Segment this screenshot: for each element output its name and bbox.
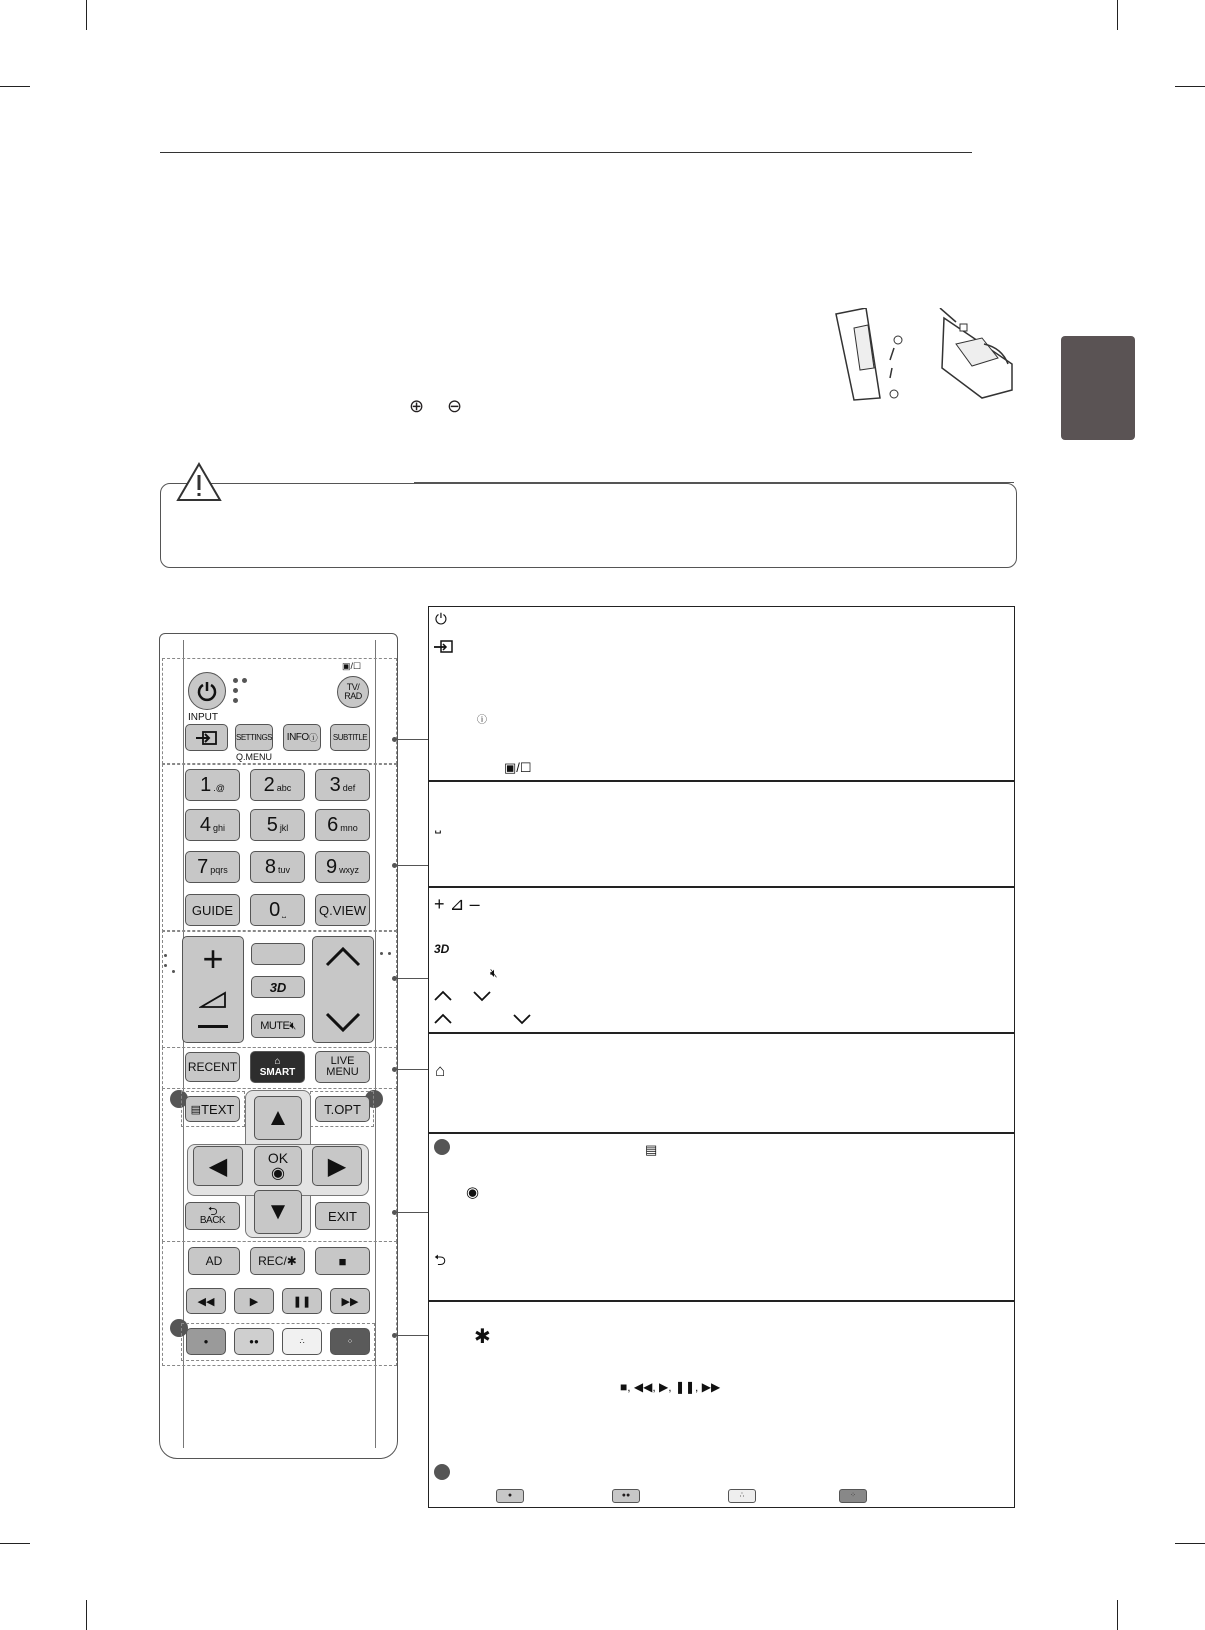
exit-button[interactable]: EXIT [315,1202,370,1230]
teletext-icon: ▤ [645,1142,658,1157]
3d-icon: 3D [434,942,450,956]
left-arrow-button[interactable] [193,1146,243,1186]
channel-rocker[interactable] [312,936,374,1043]
rec-button[interactable]: REC/✱ [250,1247,305,1275]
back-icon: ⮌ [207,1204,218,1218]
table-row-separator [428,1132,1015,1134]
number-sub-label: .@ [213,783,225,793]
crop-mark [1117,0,1118,30]
number-9-button[interactable] [315,851,370,883]
number-7-button[interactable] [185,851,240,883]
number-2-button[interactable] [250,769,305,801]
3d-button[interactable]: 3D [251,976,305,998]
subtitle-button[interactable]: SUBTITLE [330,724,370,751]
connector-line [395,1212,428,1213]
number-sub-label: wxyz [339,865,360,875]
volume-icon: + ⊿ – [434,894,480,914]
crop-mark [0,86,30,87]
connector-line [395,1335,428,1336]
home-icon: ⌂ [274,1056,281,1067]
ok-icon: ◉ [466,1184,480,1201]
minus-icon: ⊖ [447,396,463,416]
plus-icon: ⊕ [409,396,425,416]
info-button[interactable] [283,724,321,751]
indicator-dot [233,678,238,683]
crop-mark [86,0,87,30]
number-main-label: 5 [266,813,278,836]
crop-mark [1117,1600,1118,1630]
blank-button[interactable] [251,943,305,965]
warning-icon [175,461,223,503]
number-sub-label: jkl [279,823,289,833]
connector-dot [392,976,397,981]
callout-1-badge [434,1139,450,1155]
fast-forward-icon: ▶▶ [341,1295,359,1308]
table-row-separator [428,1300,1015,1302]
number-main-label: 9 [325,855,338,878]
down-arrow-button[interactable] [254,1190,302,1234]
two-dot-icon: ●● [249,1337,259,1346]
ok-label: OK [267,1150,289,1166]
table-row-separator [428,886,1015,888]
connector-dot [392,1333,397,1338]
left-arrow-icon: ◀ [208,1152,228,1180]
table-row-separator [428,1032,1015,1034]
indicator-dot [172,970,175,973]
volume-rocker[interactable] [182,936,244,1043]
number-sub-label: abc [276,783,292,793]
teletext-icon: ▤ [190,1103,202,1116]
connector-line [395,1069,428,1070]
stop-button[interactable] [315,1247,370,1275]
connector-line [395,978,428,979]
mute-button[interactable] [251,1014,305,1038]
indicator-dot [242,678,247,683]
volume-icon [199,991,227,1009]
connector-dot [392,737,397,742]
space-icon: ⎵ [282,907,286,918]
number-main-label: 1 [200,773,212,796]
tv-radio-icon: ▣/☐ [342,661,362,671]
input-icon [434,640,454,654]
number-sub-label: pqrs [210,865,228,875]
connector-dot [392,1067,397,1072]
topt-button[interactable]: T.OPT [315,1096,370,1122]
number-8-button[interactable] [250,851,305,883]
caution-header-line [414,482,1014,483]
header-rule [160,152,972,153]
button-description-table [428,606,1015,1508]
crop-mark [86,1600,87,1630]
connector-line [395,739,428,740]
three-dot-icon: ∴ [299,1337,305,1346]
info-label: INFO [286,732,309,743]
transport-symbols: ■, ◀◀, ▶, ❚❚, ▶▶ [620,1380,721,1394]
pause-icon: ❚❚ [292,1295,312,1308]
number-main-label: 6 [327,813,339,836]
live-menu-button[interactable]: LIVE MENU [315,1051,370,1083]
tv-rad-button[interactable]: TV/ RAD [337,676,369,708]
ad-button[interactable]: AD [188,1247,240,1275]
one-dot-icon: ● [203,1337,209,1346]
mute-icon: 🔇︎ [490,966,498,980]
power-icon: ⏻ [435,611,447,628]
number-0-label: 0 [269,898,281,921]
fast-forward-button[interactable] [330,1288,370,1314]
rewind-icon: ◀◀ [197,1295,215,1308]
connector-dot [392,863,397,868]
number-main-label: 8 [264,855,277,878]
recent-button[interactable]: RECENT [185,1052,240,1082]
yellow-color-button[interactable] [282,1328,322,1355]
volume-up-icon: + [202,938,224,979]
indicator-dot [164,964,167,967]
number-main-label: 4 [199,813,212,836]
green-color-button[interactable] [234,1328,274,1355]
number-main-label: 3 [329,773,341,796]
number-sub-label: def [342,783,356,793]
asterisk-icon: ✱ [474,1326,491,1348]
volume-down-icon [198,1025,228,1028]
info-icon: ⓘ [308,733,318,743]
number-sub-label: tuv [278,865,291,875]
power-button[interactable] [188,672,226,710]
indicator-dot [388,952,391,955]
battery-illustration [832,308,1022,403]
channel-up-down-icon [434,988,494,1002]
indicator-dot [233,698,238,703]
chapter-tab [1061,336,1135,440]
channel-down-icon [325,1012,361,1032]
indicator-dot [380,952,383,955]
play-button[interactable] [234,1288,274,1314]
tv-radio-icon: ▣/☐ [504,760,532,775]
mute-label: MUTE [260,1020,290,1032]
up-arrow-button[interactable] [254,1096,302,1140]
channel-up-icon [325,947,361,967]
indicator-dot [233,688,238,693]
callout-2-badge [434,1464,450,1480]
mute-icon: 🔇︎ [289,1019,296,1032]
number-4-button[interactable] [185,809,240,841]
up-arrow-icon: ▲ [266,1104,290,1131]
down-arrow-icon: ▼ [266,1198,290,1225]
input-label: INPUT [188,712,218,723]
caution-box [160,483,1017,568]
right-arrow-button[interactable] [312,1146,362,1186]
settings-button[interactable]: SETTINGS [235,724,273,751]
right-arrow-icon: ▶ [327,1152,347,1180]
indicator-dot [164,954,167,957]
smart-button[interactable] [250,1051,305,1083]
info-icon: ⓘ [477,715,487,726]
guide-button[interactable]: GUIDE [185,894,240,926]
home-icon: ⌂ [435,1061,446,1080]
qmenu-label: Q.MENU [236,752,272,762]
blue-color-button[interactable] [330,1328,370,1355]
play-icon: ▶ [249,1295,259,1308]
number-3-button[interactable] [315,769,370,801]
crop-mark [1175,1543,1205,1544]
number-1-button[interactable] [185,769,240,801]
ok-icon: ◉ [271,1165,285,1182]
input-button[interactable] [185,724,228,751]
number-main-label: 7 [197,855,209,878]
green-color-icon: ●● [612,1489,640,1503]
space-icon: ⎵ [435,817,442,834]
rewind-button[interactable] [186,1288,226,1314]
pause-button[interactable] [282,1288,322,1314]
number-0-button[interactable] [250,894,305,926]
red-color-icon: ● [496,1489,524,1503]
back-label: BACK [199,1215,226,1226]
ok-button[interactable] [254,1146,302,1186]
number-6-button[interactable] [315,809,370,841]
smart-label: SMART [259,1067,296,1078]
crop-mark [1175,86,1205,87]
page-up-down-icon [434,1011,534,1025]
text-label: TEXT [201,1101,235,1117]
qview-button[interactable]: Q.VIEW [315,894,370,926]
four-dot-icon: ⁘ [346,1337,354,1346]
input-icon [195,730,219,746]
power-icon [196,680,218,702]
back-icon: ⮌ [434,1252,447,1269]
yellow-color-icon: ∴ [728,1489,756,1503]
table-row-separator [428,780,1015,782]
crop-mark [0,1543,30,1544]
back-button[interactable] [185,1202,240,1230]
red-color-button[interactable] [186,1328,226,1355]
number-sub-label: ghi [213,823,226,833]
connector-line [395,865,428,866]
blue-color-icon: ⁘ [839,1489,867,1503]
number-5-button[interactable] [250,809,305,841]
number-main-label: 2 [263,773,275,796]
stop-icon: ■ [338,1253,347,1269]
number-sub-label: mno [340,823,358,833]
connector-dot [392,1210,397,1215]
